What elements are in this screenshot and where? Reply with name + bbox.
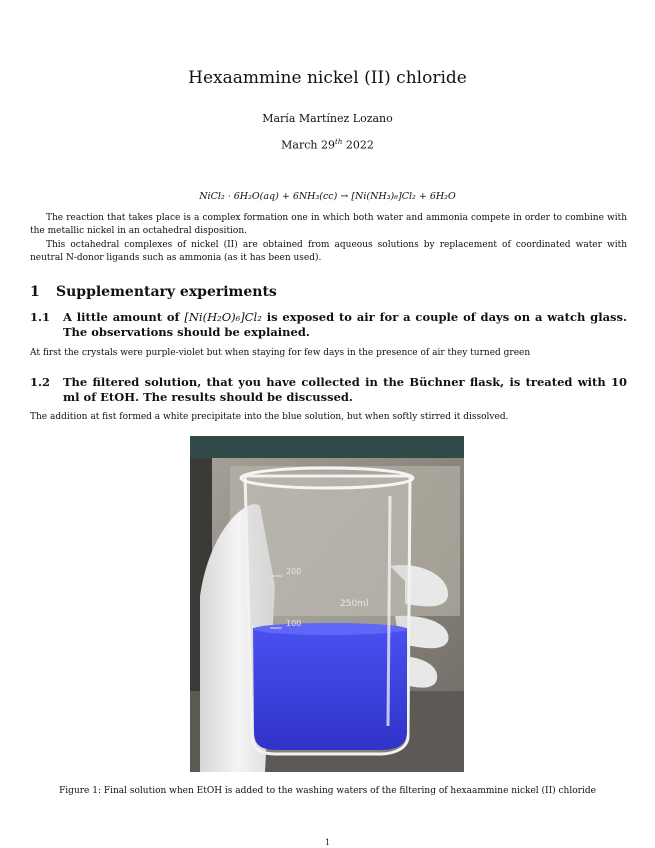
solution-surface xyxy=(253,623,407,635)
glass-highlight xyxy=(388,496,390,726)
page-number: 1 xyxy=(324,838,331,847)
subsection-title-end: is exposed to air for a couple of days on a watch glass. The observations should be explained. xyxy=(63,310,627,339)
section-heading xyxy=(30,284,627,300)
reaction-equation: NiCl₂ · 6H₂O(aq) + 6NH₃(cc) → [Ni(NH₃)₆]Cl₂ + 6H₂O xyxy=(199,191,456,202)
subsection-title xyxy=(63,310,627,340)
intro-paragraph-2: This octahedral complexes of nickel (II) are obtained from aqueous solutions by replacement of coordinated water with neutral N-donor ligands such as ammonia (as it has been used). xyxy=(30,240,627,263)
subsection-1-2-heading xyxy=(30,375,627,405)
author-name: María Martínez Lozano xyxy=(262,112,393,125)
section-number: 1 xyxy=(30,284,40,300)
date-month-day: March 29 xyxy=(281,138,335,152)
subsection-title-start: A little amount of xyxy=(63,310,185,324)
document-date xyxy=(0,138,655,152)
subsection-title: The filtered solution, that you have collected in the Büchner flask, is treated with 10 ml of EtOH. The results should be discussed. xyxy=(63,375,627,404)
blue-solution xyxy=(253,628,407,750)
section-title: Supplementary experiments xyxy=(56,284,277,300)
cabinet-frame xyxy=(190,436,464,458)
figure-caption: Figure 1: Final solution when EtOH is added to the washing waters of the filtering of hexaammine nickel (II) chloride xyxy=(59,786,596,796)
document-title: Hexaammine nickel (II) chloride xyxy=(188,68,467,88)
subsection-number: 1.2 xyxy=(30,375,51,389)
subsection-1-1-body: At first the crystals were purple-violet but when staying for few days in the presence of air they turned green xyxy=(30,348,531,358)
subsection-number: 1.1 xyxy=(30,310,51,324)
beaker-photo xyxy=(190,436,464,772)
date-ordinal: th xyxy=(335,138,343,146)
chemical-formula: [Ni(H₂O)₆]Cl₂ xyxy=(184,310,262,324)
subsection-1-1-heading xyxy=(30,310,627,340)
date-year: 2022 xyxy=(345,138,374,152)
beaker-marking-200: 200 xyxy=(286,567,302,576)
subsection-1-2-body: The addition at fist formed a white precipitate into the blue solution, but when softly stirred it dissolved. xyxy=(30,412,509,422)
beaker-marking-100: 100 xyxy=(286,619,302,628)
beaker-marking-250: 250ml xyxy=(340,599,369,609)
intro-paragraph-1: The reaction that takes place is a complex formation one in which both water and ammonia compete in order to combine with the metallic nickel in an octahedral disposition. xyxy=(30,213,627,236)
